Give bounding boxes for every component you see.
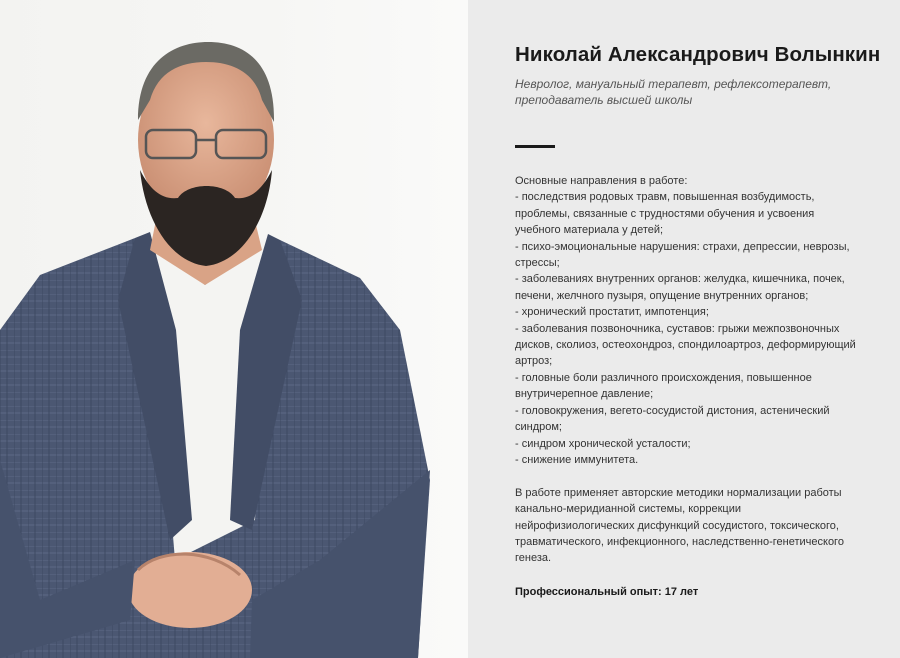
methods-line: травматического, инфекционного, наследственно-генетического [515, 535, 844, 548]
methods-line: В работе применяет авторские методики нормализации работы [515, 486, 842, 499]
directions-line: - хронический простатит, импотенция; [515, 306, 709, 319]
directions-line: Основные направления в работе: [515, 175, 688, 187]
experience-text: Профессиональный опыт: 17 лет [515, 586, 699, 598]
directions-line: артроз; [515, 355, 553, 368]
directions-line: внутричерепное давление; [515, 388, 654, 401]
directions-line: синдром; [515, 421, 562, 434]
section-divider [515, 145, 555, 148]
directions-line: - заболеваниях внутренних органов: желудка, кишечника, почек, [515, 273, 845, 286]
paragraph-gap [515, 468, 865, 484]
directions-line: - головные боли различного происхождения, повышенное [515, 371, 812, 384]
directions-line: - заболевания позвоночника, суставов: грыжи межпозвоночных [515, 322, 840, 335]
specialty-line: преподаватель высшей школы [515, 93, 693, 107]
methods-line: нейрофизиологических дисфункций сосудистого, токсического, [515, 519, 839, 532]
methods-line: генеза. [515, 552, 552, 565]
directions-line: печени, желчного пузыря, опущение внутренних органов; [515, 289, 809, 302]
doctor-name: Николай Александрович Волынкин [515, 43, 881, 66]
directions-line: проблемы, связанные с трудностями обучения и усвоения [515, 207, 815, 220]
specialty-line: Невролог, мануальный терапевт, рефлексотерапевт, [515, 77, 832, 91]
directions-line: стрессы; [515, 257, 560, 270]
directions-line: - снижение иммунитета. [515, 453, 639, 466]
directions-line: дисков, сколиоз, остеохондроз, спондилоартроз, деформирующий [515, 339, 856, 352]
directions-line: учебного материала у детей; [515, 224, 664, 237]
directions-line: - последствия родовых травм, повышенная возбудимость, [515, 191, 815, 204]
doctor-info-panel [468, 0, 900, 658]
doctor-specialty [515, 76, 845, 108]
directions-line: - синдром хронической усталости; [515, 437, 691, 450]
directions-line: - психо-эмоциональные нарушения: страхи, депрессии, неврозы, [515, 240, 850, 253]
methods-line: канально-меридианной системы, коррекции [515, 503, 742, 516]
directions-text [515, 173, 865, 567]
directions-line: - головокружения, вегето-сосудистой дистония, астенический [515, 404, 830, 417]
